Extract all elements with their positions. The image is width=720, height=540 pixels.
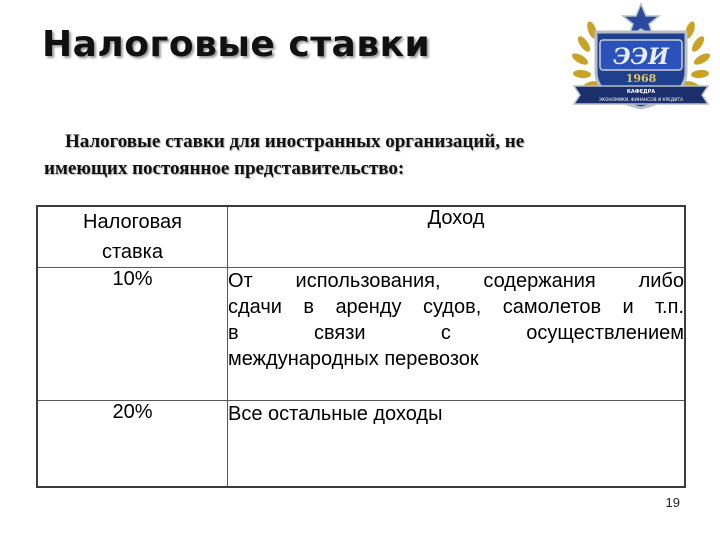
subtitle-line-1: Налоговые ставки для иностранных организаций, не: [65, 131, 525, 152]
rate-cell: 10%: [37, 268, 228, 401]
logo-monogram: ЭЭИ: [613, 44, 669, 70]
income-line: От использования, содержания либо: [228, 270, 684, 292]
table-header-row: [37, 206, 685, 268]
subtitle-line-2: имеющих постоянное представительство:: [44, 158, 405, 179]
department-logo: [566, 2, 716, 114]
slide-title: Налоговые ставки: [42, 24, 431, 65]
tax-rates-table: [36, 205, 686, 488]
income-line: сдачи в аренду судов, самолетов и т.п.: [228, 296, 684, 318]
income-cell: [228, 401, 686, 488]
header-income-cell: Доход: [228, 206, 686, 268]
income-cell: [228, 268, 686, 401]
logo-caption-line1: КАФЕДРА: [626, 89, 656, 95]
logo-year: 1968: [625, 72, 657, 85]
income-line: в связи с осуществлением: [228, 322, 684, 344]
header-rate-line-1: Налоговая: [83, 211, 182, 233]
table-row: [37, 268, 685, 401]
income-line: Все остальные доходы: [228, 403, 443, 425]
slide-subtitle: [44, 128, 684, 182]
logo-caption-line2: ЭКОНОМИКИ, ФИНАНСОВ И КРЕДИТА: [598, 98, 684, 103]
rate-cell: 20%: [37, 401, 228, 488]
income-line: международных перевозок: [228, 348, 479, 370]
header-rate-line-2: ставка: [102, 241, 163, 263]
header-rate-cell: [37, 206, 228, 268]
table-row: [37, 401, 685, 488]
page-number: 19: [665, 495, 680, 510]
